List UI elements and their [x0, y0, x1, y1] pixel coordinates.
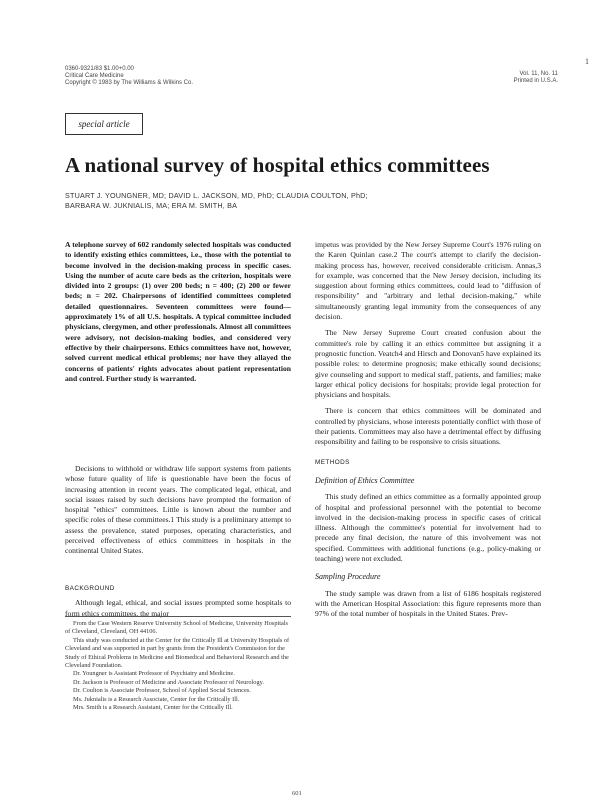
body-paragraph: This study defined an ethics committee as a formally appointed group of hospital and professional personnel with the potential to become involved in the decision-making process in specific cases of critical illness. Although the committee's potential for involvement had to precede any final decision, the nature of this involvement was not specified. Committees with additional functions (e.g., policy-making or teaching) were not excluded. — [315, 492, 541, 564]
subsection-heading: Sampling Procedure — [315, 572, 381, 582]
footnotes — [65, 620, 291, 712]
header-line: Printed in U.S.A. — [513, 78, 558, 84]
header-line: Vol. 11, No. 11 — [519, 71, 558, 77]
right-column — [315, 240, 541, 626]
page-number: 601 — [292, 790, 302, 797]
footnote: Mrs. Smith is a Research Assistant, Center for the Critically Ill. — [73, 704, 233, 712]
body-paragraph: The New Jersey Supreme Court created confusion about the committee's role by calling it an ethics committee but assigning it a prognostic function. Veatch4 and Hirsch and Donovan5 have explained its possible roles: to determine prognosis; make ethically sound decisions; give counseling and support to medical staff, patients, and families; make larger ethical policy decisions for hospitals; provide legal protection for physicians and hospitals. — [315, 328, 541, 400]
abstract: A telephone survey of 602 randomly selected hospitals was conducted to identify existing ethics committees, i.e., those with the potential to become involved in the decision-making process in specific cases. Using the number of acute care beds as the criterion, hospitals were divided into 2 groups: (1) over 200 beds; n = 400; (2) 200 or fewer beds; n = 202. Chairpersons of identified committees completed detailed questionnaires. Seventeen committees were found—approximately 1% of all U.S. hospitals. A typical committee included physicians, clergymen, and other professionals. Almost all committees were advisory, not decision-making bodies, and considered very effective by their chairpersons. Ethics committees have not, however, solved current medical ethical problems; nor have they allayed the concerns of patients' rights advocates about patient representation and control. Further study is warranted. — [65, 240, 291, 383]
footnote: Dr. Coulton is Associate Professor, School of Applied Social Sciences. — [73, 687, 251, 695]
author-line: STUART J. YOUNGNER, MD; DAVID L. JACKSON, MD, PhD; CLAUDIA COULTON, PhD; — [65, 191, 368, 200]
margin-mark: 1 — [585, 57, 589, 66]
header-line: Critical Care Medicine — [65, 73, 124, 79]
journal-header-right — [514, 71, 558, 85]
subsection-heading: Definition of Ethics Committee — [315, 475, 415, 485]
article-title: A national survey of hospital ethics committees — [65, 153, 490, 177]
header-line: Copyright © 1983 by The Williams & Wilkins Co. — [65, 80, 194, 86]
header-line: 0360-9321/83 $1.00+0.00 — [65, 66, 134, 72]
author-line: BARBARA W. JUKNIALIS, MA; ERA M. SMITH, BA — [65, 201, 238, 210]
footnote: Dr. Youngner is Assistant Professor of Psychiatry and Medicine. — [73, 670, 235, 678]
section-heading: BACKGROUND — [65, 585, 115, 592]
section-heading: METHODS — [315, 458, 350, 466]
footnote-divider — [65, 616, 291, 617]
body-paragraph: impetus was provided by the New Jersey Supreme Court's 1976 ruling on the Karen Quinlan case.2 The court's attempt to clarify the decision-making process has, however, received considerable criticism. Annas,3 for example, was concerned that the New Jersey decision, including its suggestion about forming ethics committees, could lead to "diffusion of responsibility" and "arbitrary and lethal decision-making," while simultaneously granting legal immunity from the consequences of any decision. — [315, 240, 541, 322]
footnote: Dr. Jackson is Professor of Medicine and Associate Professor of Neurology. — [73, 678, 264, 686]
footnote: This study was conducted at the Center for the Critically Ill at University Hospitals of Cleveland and was supported in part by grants from the President's Commission for the Study of Ethical Problems in Medicine and Biomedical and Behavioral Research and the Cleveland Foundation. — [65, 636, 290, 670]
author-list — [65, 191, 565, 211]
background-paragraph: Although legal, ethical, and social issues prompted some hospitals to form ethics committees, the major — [65, 598, 291, 618]
footnote: From the Case Western Reserve University School of Medicine, University Hospitals of Cleveland, Cleveland, OH 44106. — [65, 620, 289, 636]
journal-header-left — [65, 66, 193, 87]
intro-paragraph: Decisions to withhold or withdraw life support systems from patients whose future quality of life is questionable have been the focus of increasing attention in recent years. The complicated legal, ethical, and social issues raised by such decisions have prompted the formation of hospital "ethics" committees. Little is known about the number and specific roles of these committees.1 This study is a preliminary attempt to assess the prevalence, stated purposes, operating characteristics, and perceived effectiveness of ethics committees in hospitals in the continental United States. — [65, 464, 291, 556]
body-paragraph: The study sample was drawn from a list of 6186 hospitals registered with the American Hospital Association: this figure represents more than 97% of the total number of hospitals in the United States. Prev- — [315, 588, 541, 619]
body-paragraph: There is concern that ethics committees will be dominated and controlled by physicians, whose interests potentially conflict with those of their patients. Committees may also have a detrimental effect by diffusing responsibility and failing to be responsive to crisis situations. — [315, 406, 541, 447]
footnote: Ms. Juknialis is a Research Associate, Center for the Critically Ill. — [73, 695, 240, 703]
background-section — [65, 584, 291, 619]
article-type-label: special article — [65, 113, 143, 135]
